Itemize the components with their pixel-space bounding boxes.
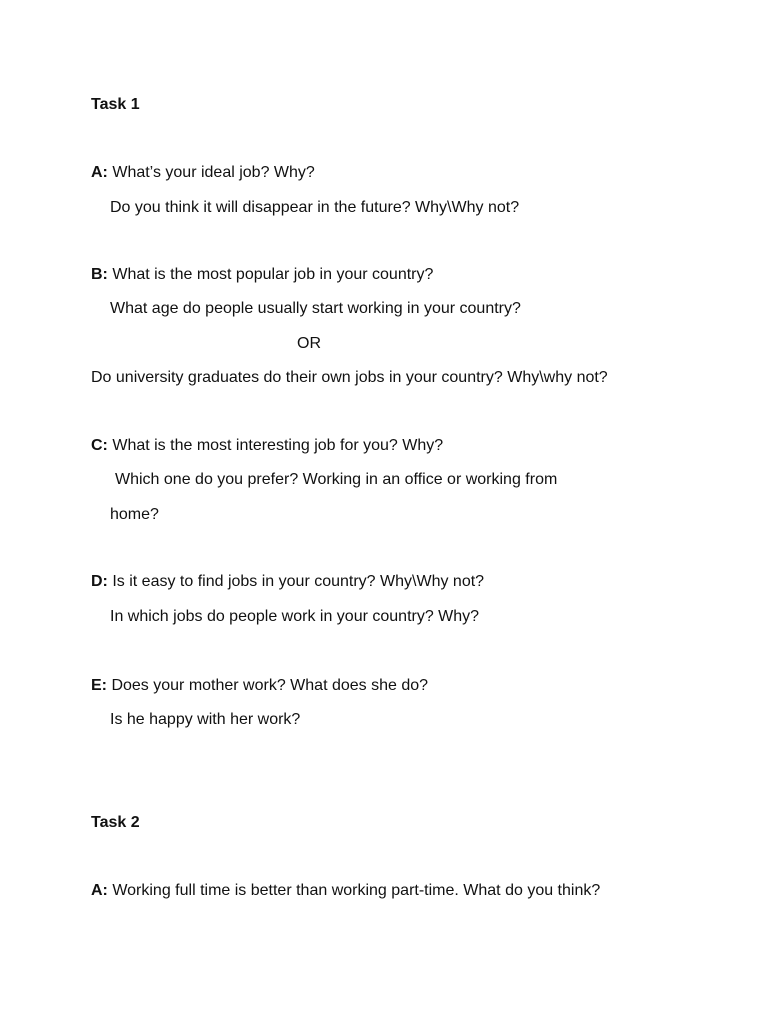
task1-question-d [91, 572, 484, 592]
task1-question-c [91, 436, 443, 456]
task1-question-e [91, 676, 428, 696]
task1-a-q2: Do you think it will disappear in the future? Why\Why not? [110, 199, 520, 216]
task1-b-q2: What age do people usually start working in your country? [110, 300, 521, 317]
task1-d-q2: In which jobs do people work in your country? Why? [110, 608, 480, 625]
task1-e-q1: Does your mother work? What does she do? [107, 677, 429, 694]
task2-label-a: A: [91, 882, 108, 899]
task1-title: Task 1 [91, 96, 140, 113]
task1-c-q2b: home? [110, 506, 159, 523]
task1-label-c: C: [91, 437, 108, 454]
task1-a-q1: What’s your ideal job? Why? [107, 164, 315, 181]
task2-question-a [91, 881, 600, 901]
task1-label-d: D: [91, 573, 108, 590]
task1-label-e: E: [91, 677, 107, 694]
task1-label-b: B: [91, 266, 108, 283]
task1-question-a [91, 163, 315, 183]
task1-b-q3: Do university graduates do their own jobs in your country? Why\why not? [91, 369, 608, 386]
task1-e-q2: Is he happy with her work? [110, 711, 301, 728]
task1-label-a: A: [91, 164, 108, 181]
task1-c-q2: Which one do you prefer? Working in an office or working from [115, 471, 558, 488]
task2-title: Task 2 [91, 814, 140, 831]
task1-b-q1: What is the most popular job in your country? [107, 266, 434, 283]
task1-c-q1: What is the most interesting job for you? Why? [107, 437, 444, 454]
task1-b-or: OR [297, 335, 321, 352]
task2-a-q1: Working full time is better than working part-time. What do you think? [107, 882, 601, 899]
task1-d-q1: Is it easy to find jobs in your country? Why\Why not? [107, 573, 485, 590]
task1-question-b [91, 265, 433, 285]
